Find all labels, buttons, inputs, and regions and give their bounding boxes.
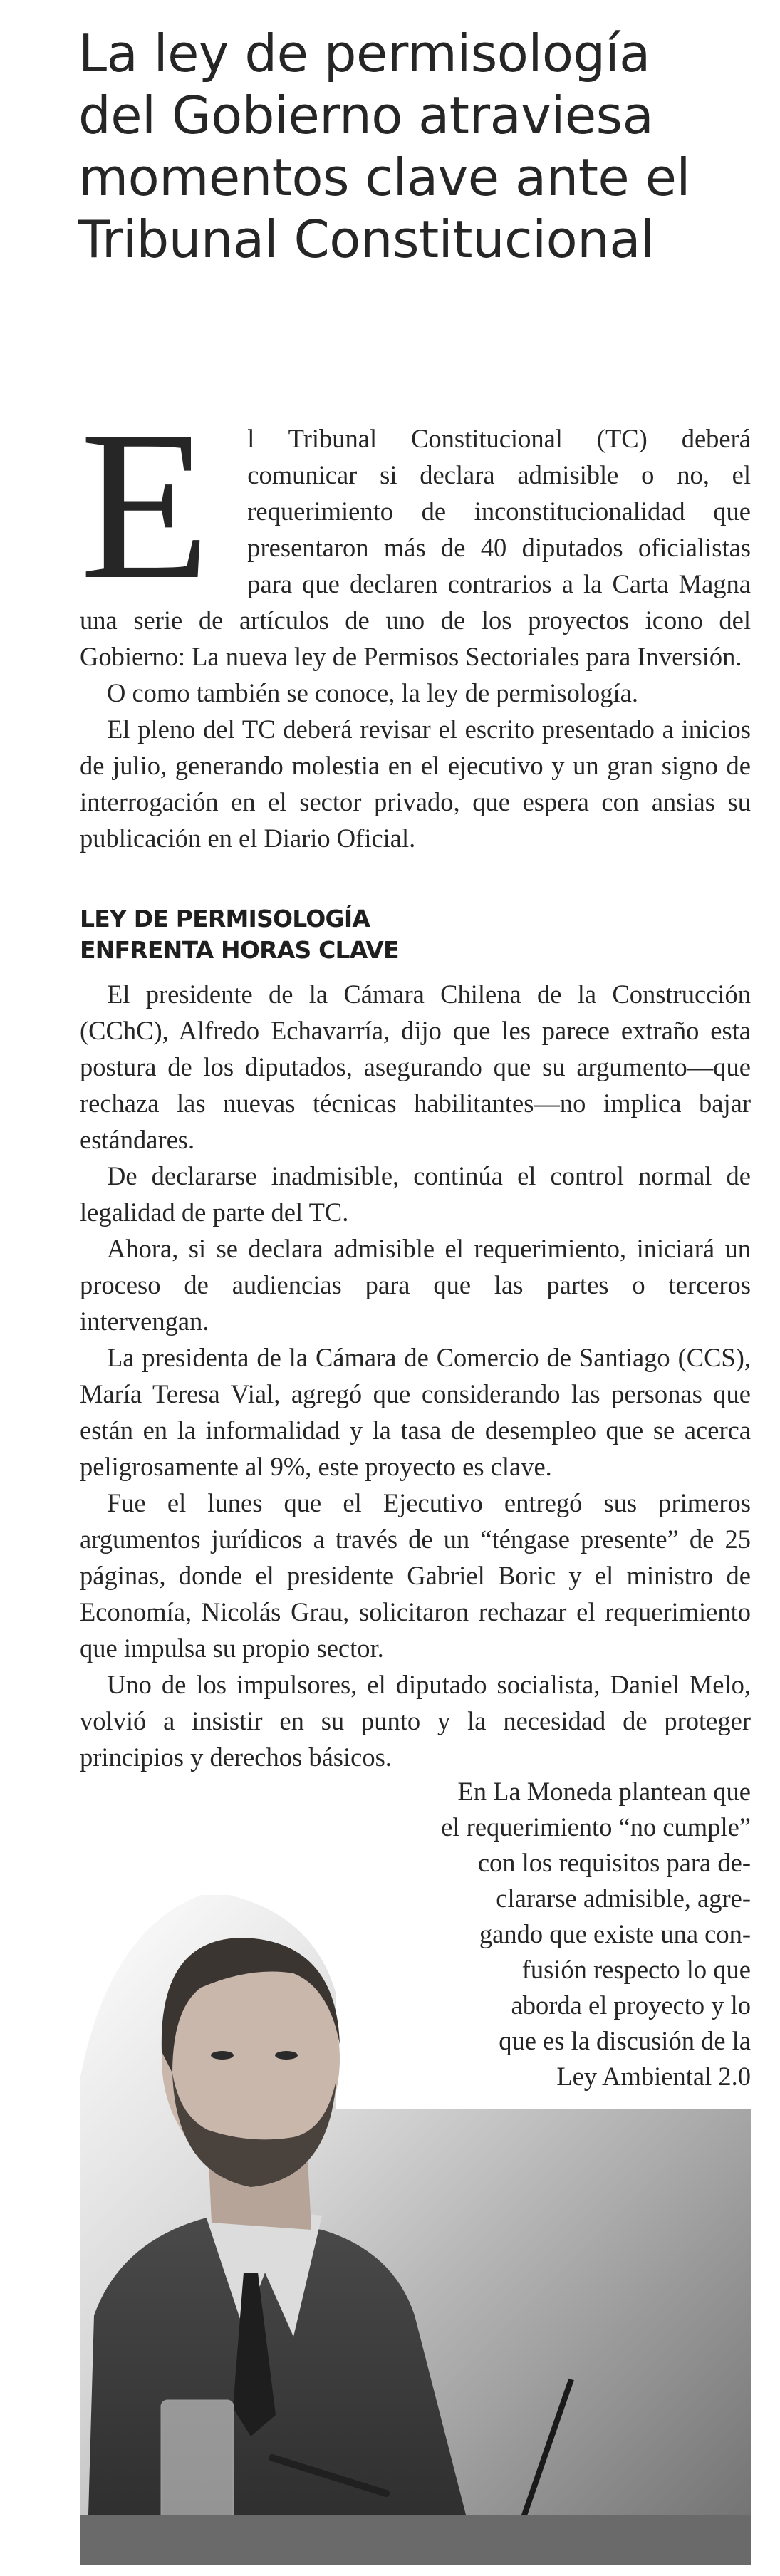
closing-line: con los requisitos para de-: [477, 1848, 751, 1877]
body-paragraph: Fue el lunes que el Ejecutivo entregó sus primeros argumentos jurídicos a través de un “téngase presente” de 25 páginas, donde el presidente Gabriel Boric y el ministro de Economía, Nicolás Grau, solicitaron rechazar el requerimiento que impulsa su propio sector.: [80, 1488, 751, 1663]
closing-line: aborda el proyecto y lo: [511, 1990, 751, 2020]
body-paragraph: Uno de los impulsores, el diputado socialista, Daniel Melo, volvió a insistir en su punto y la necesidad de proteger principios y derechos básicos.: [80, 1670, 751, 1772]
photo-area: [80, 1774, 751, 2565]
body-paragraph: El presidente de la Cámara Chilena de la Construcción (CChC), Alfredo Echavarría, dijo que les parece extraño esta postura de los diputados, asegurando que su argumento—que rechaza las nuevas técnicas habilitantes—no implica bajar estándares.: [80, 980, 751, 1154]
drop-cap: E: [80, 387, 211, 623]
closing-line: el requerimiento “no cumple”: [441, 1812, 751, 1842]
headline: La ley de permisología del Gobierno atraviesa momentos clave ante el Tribunal Constitucional: [78, 24, 690, 269]
closing-paragraph: [323, 1774, 751, 2094]
body-paragraph: O como también se conoce, la ley de permisología.: [107, 678, 638, 707]
section-heading-line: LEY DE PERMISOLOGÍA: [80, 905, 370, 933]
body-paragraph: De declararse inadmisible, continúa el control normal de legalidad de parte del TC.: [80, 1161, 751, 1227]
closing-line: que es la discusión de la: [499, 2026, 751, 2055]
body-paragraph: Ahora, si se declara admisible el requerimiento, iniciará un proceso de audiencias para que las partes o terceros intervengan.: [80, 1234, 751, 1336]
closing-line: Ley Ambiental 2.0: [556, 2062, 751, 2091]
closing-line: En La Moneda plantean que: [457, 1777, 751, 1806]
body-paragraph: El pleno del TC deberá revisar el escrito presentado a inicios de julio, generando molestia en el ejecutivo y un gran signo de interrogación en el sector privado, que espera con ansias su publicación en el Diario Oficial.: [80, 715, 751, 853]
lead-paragraph: l Tribunal Constitucional (TC) deberá comunicar si declara admisible o no, el requerimiento de inconstitucionalidad que presentaron más de 40 diputados oficialistas para que declaren contrarios a la Carta Magna una serie de artículos de uno de los proyectos icono del Gobierno: La nueva ley de Permisos Sectoriales para Inversión.: [80, 424, 751, 671]
closing-line: fusión respecto lo que: [521, 1955, 751, 1984]
closing-line: gando que existe una con-: [479, 1919, 751, 1948]
section-heading: [80, 903, 751, 966]
body-paragraph: La presidenta de la Cámara de Comercio de Santiago (CCS), María Teresa Vial, agregó que considerando las personas que están en la informalidad y la tasa de desempleo que se acerca peligrosamente al 9%, este proyecto es clave.: [80, 1343, 751, 1481]
article-body: [80, 387, 751, 1775]
section-heading-line: ENFRENTA HORAS CLAVE: [80, 936, 399, 964]
closing-line: clararse admisible, agre-: [496, 1884, 751, 1913]
